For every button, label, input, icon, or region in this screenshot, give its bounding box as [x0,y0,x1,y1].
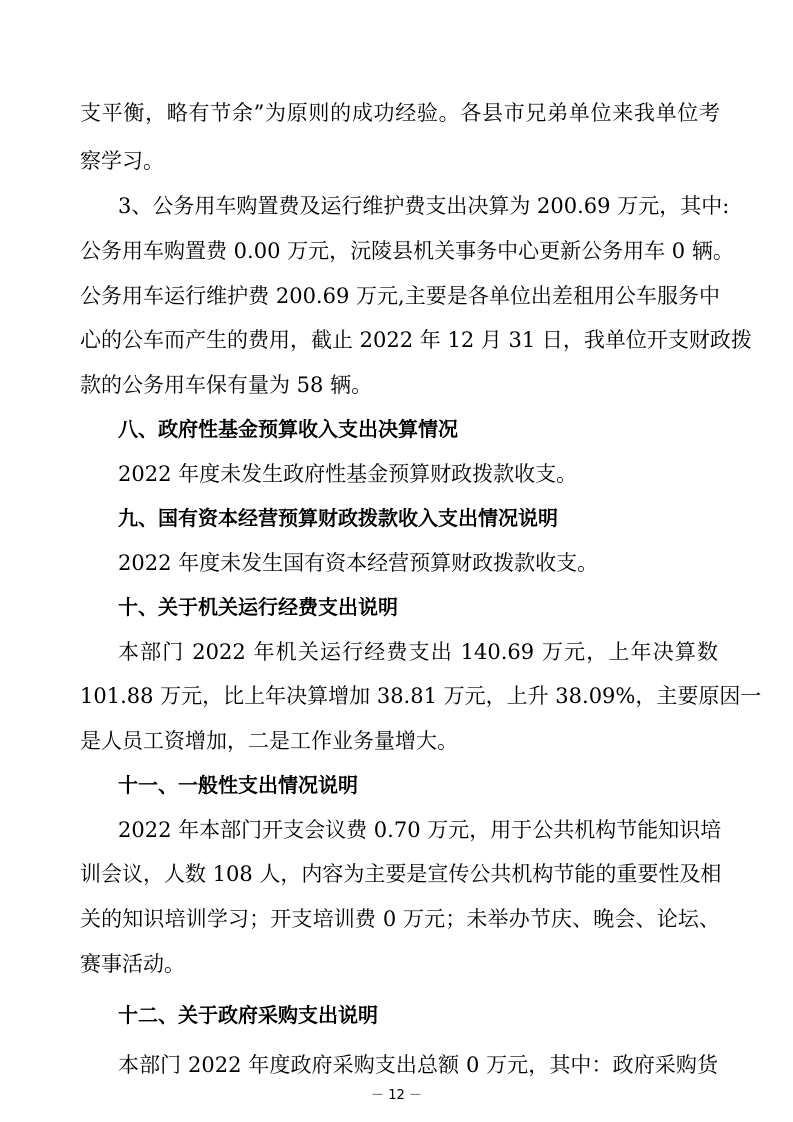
paragraph-line: 公务用车运行维护费 200.69 万元,主要是各单位出差租用公车服务中 [80,284,720,308]
paragraph-line: 公务用车购置费 0.00 万元，沅陵县机关事务中心更新公务用车 0 辆。 [80,239,734,263]
paragraph-line: 关的知识培训学习；开支培训费 0 万元；未举办节庆、晚会、论坛、 [80,907,720,931]
paragraph-line: 训会议，人数 108 人，内容为主要是宣传公共机构节能的重要性及相 [80,862,722,886]
paragraph-line: 101.88 万元，比上年决算增加 38.81 万元，上升 38.09%，主要原因一 [80,684,762,708]
paragraph-line: 2022 年度未发生国有资本经营预算财政拨款收支。 [118,551,599,575]
paragraph-line: 2022 年度未发生政府性基金预算财政拨款收支。 [118,462,578,486]
paragraph-line: 本部门 2022 年度政府采购支出总额 0 万元，其中：政府采购货 [118,1053,718,1077]
page-number: － 12 － [371,1088,422,1103]
paragraph-line: 察学习。 [80,149,164,173]
section-heading-8: 八、政府性基金预算收入支出决算情况 [118,417,458,441]
paragraph-line: 是人员工资增加，二是工作业务量增大。 [80,729,458,753]
section-heading-11: 十一、一般性支出情况说明 [118,773,358,797]
paragraph-line: 支平衡，略有节余”为原则的成功经验。各县市兄弟单位来我单位考 [80,101,720,125]
paragraph-line: 2022 年本部门开支会议费 0.70 万元，用于公共机构节能知识培 [118,818,722,842]
paragraph-line: 心的公车而产生的费用，截止 2022 年 12 月 31 日，我单位开支财政拨 [80,328,752,352]
paragraph-line: 本部门 2022 年机关运行经费支出 140.69 万元，上年决算数 [118,640,718,664]
section-heading-12: 十二、关于政府采购支出说明 [118,1003,378,1027]
paragraph-line: 赛事活动。 [80,952,185,976]
section-heading-10: 十、关于机关运行经费支出说明 [118,595,398,619]
section-heading-9: 九、国有资本经营预算财政拨款收入支出情况说明 [118,506,558,530]
paragraph-line: 3、公务用车购置费及运行维护费支出决算为 200.69 万元，其中: [118,194,730,218]
paragraph-line: 款的公务用车保有量为 58 辆。 [80,373,373,397]
